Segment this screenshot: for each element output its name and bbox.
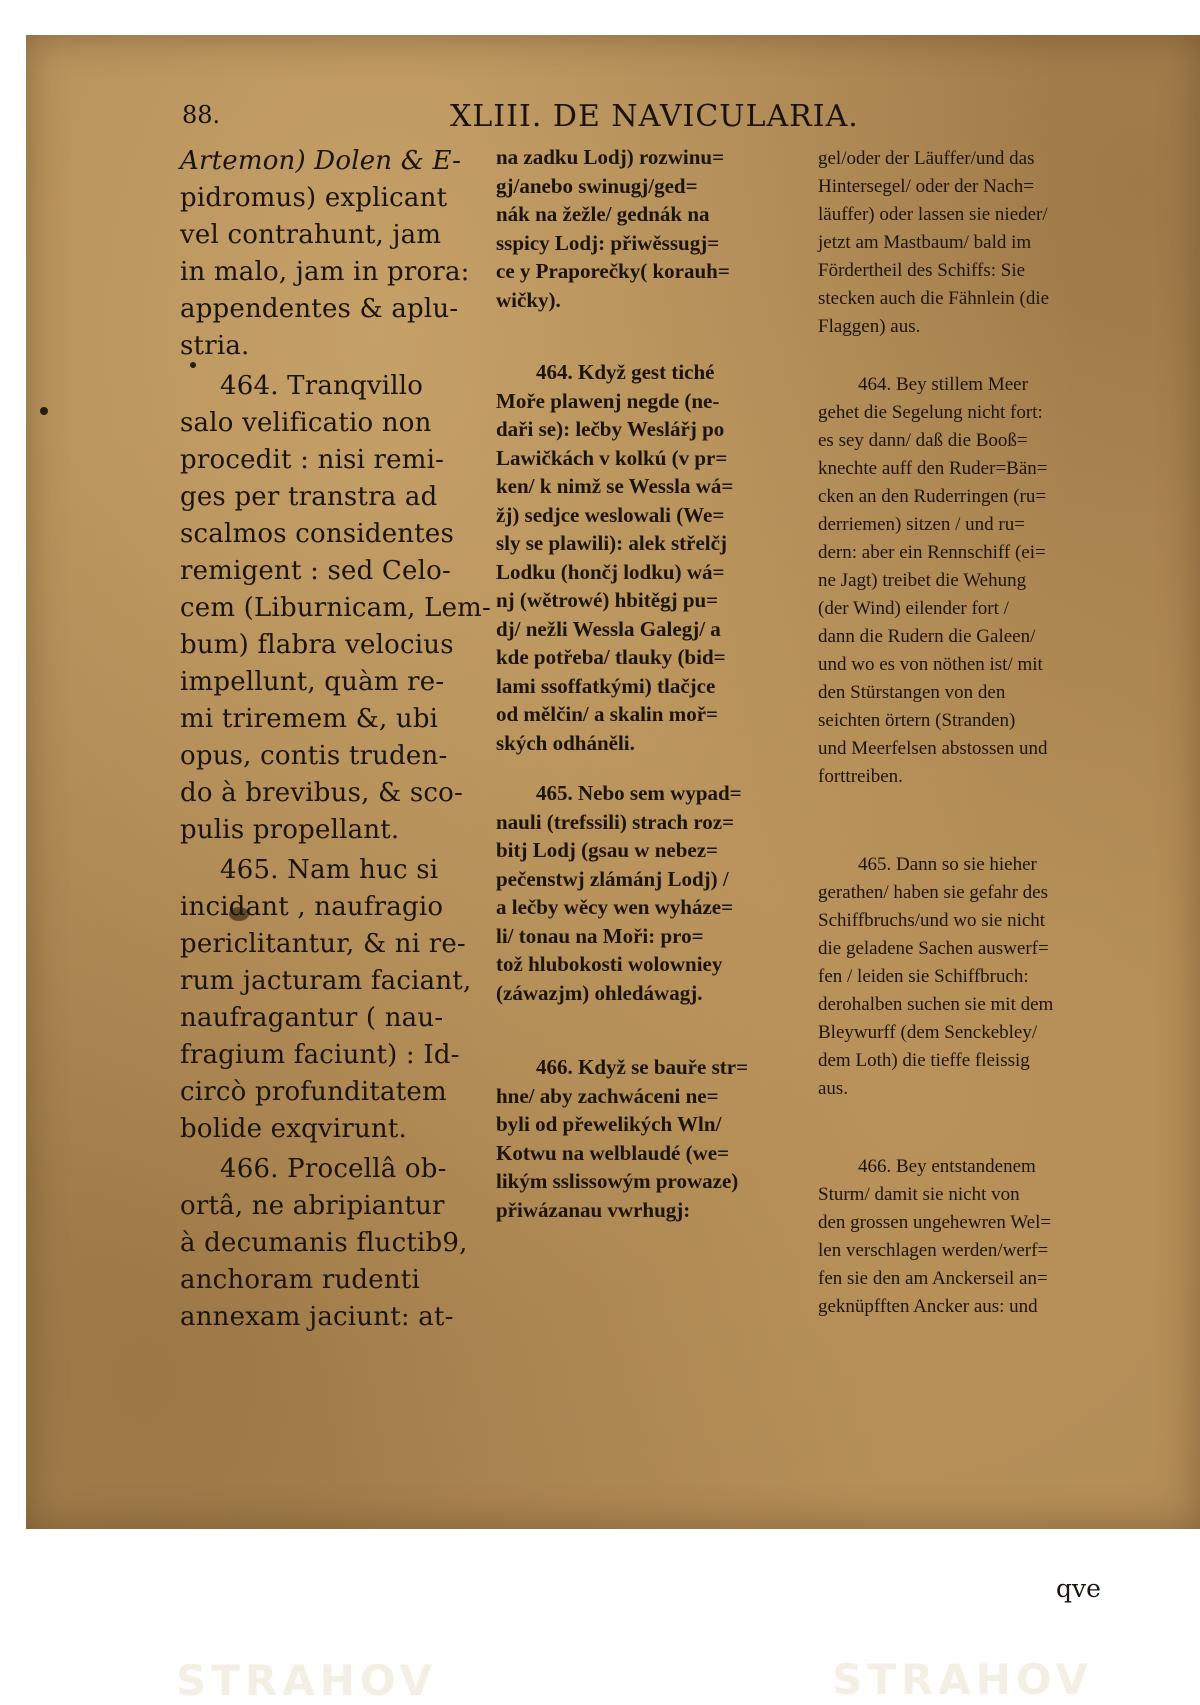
- text-line: 464. Tranqvillo: [220, 371, 424, 401]
- text-line: daři se): lečby Weslářj po: [496, 417, 725, 441]
- text-line: od mělčin/ a skalin moř=: [496, 702, 718, 726]
- text-line: ne Jagt) treibet die Wehung: [818, 570, 1027, 591]
- text-line: incidant , naufragio: [180, 892, 444, 922]
- text-line: jetzt am Mastbaum/ bald im: [818, 232, 1032, 253]
- text-line: do à brevibus, & sco-: [180, 778, 464, 808]
- text-line: žj) sedjce weslowali (We=: [496, 502, 725, 527]
- text-line: dj/ nežli Wessla Galegj/ a: [496, 616, 721, 641]
- text-line: a lečby wěcy wen wyháze=: [496, 895, 734, 919]
- text-line: tož hlubokosti wolowniey: [496, 952, 723, 976]
- text-line: 466. Procellâ ob-: [220, 1154, 447, 1184]
- text-line: dann die Rudern die Galeen/: [818, 626, 1036, 647]
- text-line: bolide exqvirunt.: [180, 1114, 407, 1144]
- text-line: 466. Bey entstandenem: [858, 1156, 1036, 1177]
- text-line: li/ tonau na Moři: pro=: [496, 923, 704, 948]
- latin-paragraph-465: [180, 852, 480, 1148]
- watermark-left: STRAHOV: [176, 1656, 437, 1705]
- text-line: in malo, jam in prora:: [180, 257, 470, 287]
- text-line: (der Wind) eilender fort /: [818, 598, 1009, 619]
- text-line: und wo es von nöthen ist/ mit: [818, 654, 1043, 675]
- text-line: aus.: [818, 1078, 849, 1099]
- text-line: kde potřeba/ tlauky (bid=: [496, 645, 726, 669]
- text-line: forttreiben.: [818, 766, 903, 787]
- text-line: Moře plawenj negde (ne-: [496, 388, 720, 413]
- text-line: salo velificatio non: [180, 408, 432, 438]
- czech-paragraph-463: [496, 143, 808, 314]
- text-line: sly se plawili): alek střelčj: [496, 531, 727, 555]
- text-line: bum) flabra velocius: [180, 630, 454, 660]
- german-paragraph-466: [818, 1153, 1128, 1321]
- german-paragraph-463: [818, 145, 1128, 341]
- running-title: XLIII. DE NAVICULARIA.: [450, 99, 859, 134]
- latin-column: [180, 143, 492, 1336]
- text-line: Kotwu na welblaudé (we=: [496, 1140, 730, 1165]
- text-line: 465. Dann so sie hieher: [858, 854, 1037, 875]
- text-line: Fördertheil des Schiffs: Sie: [818, 260, 1026, 281]
- text-line: scalmos considentes: [180, 519, 455, 549]
- text-line: gj/anebo swinugj/ged=: [496, 173, 698, 198]
- text-line: impellunt, quàm re-: [180, 667, 445, 697]
- text-line: annexam jaciunt: at-: [180, 1302, 454, 1332]
- czech-paragraph-464: [496, 358, 808, 757]
- text-line: likým sslissowým prowaze): [496, 1169, 739, 1193]
- german-column: [818, 145, 1128, 1321]
- text-line: Sturm/ damit sie nicht von: [818, 1184, 1020, 1205]
- text-line: ges per transtra ad: [180, 482, 438, 512]
- latin-paragraph-466: [180, 1151, 480, 1336]
- text-line: mi triremem &, ubi: [180, 704, 439, 734]
- text-line: Lodku (hončj lodku) wá=: [496, 559, 725, 584]
- text-line: ských odháněli.: [496, 730, 635, 755]
- text-line: bitj Lodj (gsau w nebez=: [496, 838, 718, 862]
- text-line: und Meerfelsen abstossen und: [818, 738, 1048, 759]
- text-line: à decumanis fluctib9,: [180, 1228, 468, 1258]
- czech-column: [496, 143, 808, 1224]
- text-line: ken/ k nimž se Wessla wá=: [496, 474, 734, 498]
- text-line: Schiffbruchs/und wo sie nicht: [818, 910, 1046, 931]
- text-line: stria.: [180, 331, 250, 361]
- text-line: 465. Nebo sem wypad=: [536, 781, 742, 805]
- text-line: gerathen/ haben sie gefahr des: [818, 882, 1049, 903]
- text-line: fen / leiden sie Schiffbruch:: [818, 966, 1029, 987]
- book-page: [26, 35, 1200, 1705]
- text-line: periclitantur, & ni re-: [180, 929, 466, 959]
- text-line: es sey dann/ daß die Booß=: [818, 430, 1028, 451]
- watermark-right: STRAHOV: [832, 1655, 1093, 1704]
- text-line: gehet die Segelung nicht fort:: [818, 402, 1043, 423]
- text-line: läuffer) oder lassen sie nieder/: [818, 204, 1048, 225]
- text-line: dem Loth) die tieffe fleissig: [818, 1050, 1030, 1071]
- text-line: pulis propellant.: [180, 815, 400, 845]
- text-line: lami ssoffatkými) tlačjce: [496, 673, 716, 698]
- text-line: nauli (trefssili) strach roz=: [496, 809, 735, 834]
- latin-paragraph-464: [180, 368, 492, 849]
- text-line: derohalben suchen sie mit dem: [818, 994, 1054, 1015]
- text-line: den grossen ungehewren Wel=: [818, 1212, 1052, 1233]
- text-line: Hintersegel/ oder der Nach=: [818, 176, 1034, 197]
- text-line: procedit : nisi remi-: [180, 445, 445, 475]
- text-line: na zadku Lodj) rozwinu=: [496, 145, 725, 169]
- text-line: dern: aber ein Rennschiff (ei=: [818, 542, 1046, 563]
- czech-paragraph-466: [496, 1053, 808, 1224]
- latin-paragraph-463: [180, 143, 480, 365]
- text-line: len verschlagen werden/werf=: [818, 1240, 1049, 1261]
- text-line: seichten örtern (Stranden): [818, 710, 1016, 731]
- text-line: derriemen) sitzen / und ru=: [818, 514, 1025, 535]
- text-line: 466. Když se bauře str=: [536, 1055, 749, 1079]
- text-line: Bleywurff (dem Senckebley/: [818, 1022, 1038, 1043]
- text-line: nák na žežle/ gednák na: [496, 202, 710, 226]
- text-line: naufragantur ( nau-: [180, 1003, 444, 1033]
- text-line: wičky).: [496, 287, 561, 312]
- german-paragraph-464: [818, 371, 1128, 791]
- ink-spot: [40, 407, 48, 415]
- text-line: ce y Praporečky( korauh=: [496, 259, 730, 283]
- text-line: die geladene Sachen auswerf=: [818, 938, 1049, 959]
- czech-paragraph-465: [496, 779, 808, 1007]
- text-line: fen sie den am Anckerseil an=: [818, 1268, 1048, 1289]
- text-line: den Stürstangen von den: [818, 682, 1006, 703]
- text-line: sspicy Lodj: přiwěssugj=: [496, 230, 720, 255]
- text-line: fragium faciunt) : Id-: [180, 1040, 460, 1070]
- text-line: (záwazjm) ohledáwagj.: [496, 980, 703, 1005]
- text-line: 465. Nam huc si: [220, 855, 439, 885]
- text-line: 464. Když gest tiché: [536, 360, 715, 384]
- page-number: 88.: [182, 101, 221, 129]
- text-line: pečenstwj zlámánj Lodj) /: [496, 866, 729, 891]
- text-line: Lawičkách v kolkú (v pr=: [496, 445, 728, 470]
- text-line: Flaggen) aus.: [818, 316, 921, 337]
- text-line: vel contrahunt, jam: [180, 220, 442, 250]
- text-line: gel/oder der Läuffer/und das: [818, 148, 1035, 169]
- text-line: pidromus) explicant: [180, 183, 448, 213]
- catchword: qve: [1056, 1574, 1101, 1603]
- text-line: rum jacturam faciant,: [180, 966, 472, 996]
- text-line: appendentes & aplu-: [180, 294, 459, 324]
- text-line: stecken auch die Fähnlein (die: [818, 288, 1050, 309]
- text-line: hne/ aby zachwáceni ne=: [496, 1083, 719, 1108]
- text-line: remigent : sed Celo-: [180, 556, 451, 586]
- text-line: 464. Bey stillem Meer: [858, 374, 1028, 395]
- text-line: Artemon) Dolen & E-: [180, 146, 462, 176]
- text-line: cem (Liburnicam, Lem-: [180, 593, 492, 623]
- text-line: cken an den Ruderringen (ru=: [818, 486, 1047, 507]
- text-line: geknüpfften Ancker aus: und: [818, 1296, 1038, 1317]
- text-line: ortâ, ne abripiantur: [180, 1191, 445, 1221]
- text-line: circò profunditatem: [180, 1077, 447, 1107]
- text-line: byli od přewelikých Wln/: [496, 1112, 722, 1136]
- text-line: opus, contis truden-: [180, 741, 448, 771]
- text-line: anchoram rudenti: [180, 1265, 420, 1295]
- german-paragraph-465: [818, 851, 1128, 1103]
- text-line: přiwázanau vwrhugj:: [496, 1197, 691, 1222]
- text-line: nj (wětrowé) hbitěgj pu=: [496, 588, 719, 612]
- text-line: knechte auff den Ruder=Bän=: [818, 458, 1048, 479]
